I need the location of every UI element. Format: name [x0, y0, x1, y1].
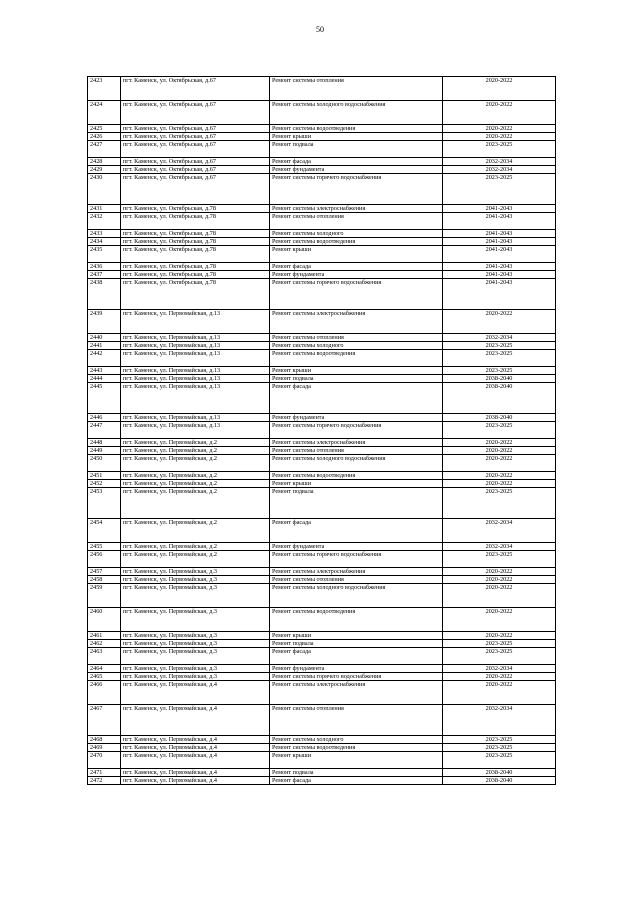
period-cell: 2032-2034 [443, 334, 556, 342]
row-number-cell: 2453 [88, 488, 121, 519]
table-row [88, 271, 556, 279]
work-type-cell: Ремонт системы горячего водоснабжения [270, 673, 443, 681]
work-type-cell: Ремонт подвала [270, 769, 443, 777]
table-row [88, 350, 556, 367]
row-number-cell: 2442 [88, 350, 121, 367]
work-type-cell: Ремонт системы водоотведения [270, 744, 443, 752]
address-cell: пгт. Каменск, ул. Первомайская, д.2 [121, 455, 270, 472]
address-cell: пгт. Каменск, ул. Октябрьская, д.78 [121, 263, 270, 271]
work-type-cell: Ремонт системы холодного водоснабжения [270, 101, 443, 125]
table-row [88, 584, 556, 608]
address-cell: пгт. Каменск, ул. Первомайская, д.2 [121, 519, 270, 543]
work-type-cell: Ремонт системы горячего водоснабжения [270, 174, 443, 205]
address-cell: пгт. Каменск, ул. Первомайская, д.13 [121, 383, 270, 414]
work-type-cell: Ремонт фундамента [270, 166, 443, 174]
work-type-cell: Ремонт системы электроснабжения [270, 439, 443, 447]
table-row [88, 752, 556, 769]
address-cell: пгт. Каменск, ул. Первомайская, д.4 [121, 777, 270, 785]
address-cell: пгт. Каменск, ул. Первомайская, д.13 [121, 342, 270, 350]
work-type-cell: Ремонт системы отопления [270, 213, 443, 230]
table-row [88, 447, 556, 455]
address-cell: пгт. Каменск, ул. Первомайская, д.13 [121, 334, 270, 342]
work-type-cell: Ремонт системы отопления [270, 77, 443, 101]
period-cell: 2020-2022 [443, 310, 556, 334]
row-number-cell: 2440 [88, 334, 121, 342]
work-type-cell: Ремонт фасада [270, 263, 443, 271]
row-number-cell: 2449 [88, 447, 121, 455]
row-number-cell: 2423 [88, 77, 121, 101]
period-cell: 2020-2022 [443, 480, 556, 488]
address-cell: пгт. Каменск, ул. Первомайская, д.2 [121, 480, 270, 488]
table-row [88, 519, 556, 543]
address-cell: пгт. Каменск, ул. Октябрьская, д.67 [121, 125, 270, 133]
table-row [88, 342, 556, 350]
period-cell: 2020-2022 [443, 472, 556, 480]
table-row [88, 665, 556, 673]
address-cell: пгт. Каменск, ул. Первомайская, д.3 [121, 648, 270, 665]
period-cell: 2041-2043 [443, 230, 556, 238]
period-cell: 2023-2025 [443, 367, 556, 375]
period-cell: 2020-2022 [443, 568, 556, 576]
address-cell: пгт. Каменск, ул. Октябрьская, д.78 [121, 279, 270, 310]
work-type-cell: Ремонт системы холодного [270, 736, 443, 744]
row-number-cell: 2450 [88, 455, 121, 472]
table-row [88, 681, 556, 705]
row-number-cell: 2438 [88, 279, 121, 310]
row-number-cell: 2457 [88, 568, 121, 576]
address-cell: пгт. Каменск, ул. Октябрьская, д.78 [121, 230, 270, 238]
address-cell: пгт. Каменск, ул. Первомайская, д.4 [121, 752, 270, 769]
address-cell: пгт. Каменск, ул. Первомайская, д.3 [121, 576, 270, 584]
row-number-cell: 2448 [88, 439, 121, 447]
period-cell: 2020-2022 [443, 673, 556, 681]
work-type-cell: Ремонт системы водоотведения [270, 125, 443, 133]
period-cell: 2020-2022 [443, 77, 556, 101]
row-number-cell: 2445 [88, 383, 121, 414]
address-cell: пгт. Каменск, ул. Первомайская, д.2 [121, 439, 270, 447]
address-cell: пгт. Каменск, ул. Первомайская, д.13 [121, 414, 270, 422]
row-number-cell: 2424 [88, 101, 121, 125]
repair-schedule-table [87, 76, 556, 785]
table-row [88, 263, 556, 271]
row-number-cell: 2444 [88, 375, 121, 383]
row-number-cell: 2427 [88, 141, 121, 158]
address-cell: пгт. Каменск, ул. Первомайская, д.13 [121, 367, 270, 375]
address-cell: пгт. Каменск, ул. Первомайская, д.2 [121, 543, 270, 551]
row-number-cell: 2469 [88, 744, 121, 752]
table-row [88, 673, 556, 681]
work-type-cell: Ремонт системы водоотведения [270, 472, 443, 480]
table-row [88, 488, 556, 519]
address-cell: пгт. Каменск, ул. Первомайская, д.3 [121, 673, 270, 681]
row-number-cell: 2459 [88, 584, 121, 608]
table-row [88, 101, 556, 125]
period-cell: 2032-2034 [443, 543, 556, 551]
row-number-cell: 2461 [88, 632, 121, 640]
row-number-cell: 2451 [88, 472, 121, 480]
row-number-cell: 2433 [88, 230, 121, 238]
row-number-cell: 2434 [88, 238, 121, 246]
table-row [88, 375, 556, 383]
work-type-cell: Ремонт системы электроснабжения [270, 568, 443, 576]
period-cell: 2020-2022 [443, 584, 556, 608]
row-number-cell: 2431 [88, 205, 121, 213]
period-cell: 2038-2040 [443, 375, 556, 383]
period-cell: 2041-2043 [443, 213, 556, 230]
table-row [88, 383, 556, 414]
address-cell: пгт. Каменск, ул. Первомайская, д.2 [121, 472, 270, 480]
address-cell: пгт. Каменск, ул. Первомайская, д.13 [121, 375, 270, 383]
table-row [88, 705, 556, 736]
period-cell: 2020-2022 [443, 576, 556, 584]
address-cell: пгт. Каменск, ул. Первомайская, д.3 [121, 665, 270, 673]
row-number-cell: 2472 [88, 777, 121, 785]
address-cell: пгт. Каменск, ул. Октябрьская, д.67 [121, 174, 270, 205]
period-cell: 2032-2034 [443, 158, 556, 166]
row-number-cell: 2468 [88, 736, 121, 744]
row-number-cell: 2441 [88, 342, 121, 350]
period-cell: 2020-2022 [443, 632, 556, 640]
row-number-cell: 2430 [88, 174, 121, 205]
period-cell: 2023-2025 [443, 551, 556, 568]
row-number-cell: 2425 [88, 125, 121, 133]
row-number-cell: 2426 [88, 133, 121, 141]
work-type-cell: Ремонт системы горячего водоснабжения [270, 279, 443, 310]
table-row [88, 141, 556, 158]
period-cell: 2023-2025 [443, 736, 556, 744]
table-row [88, 230, 556, 238]
row-number-cell: 2443 [88, 367, 121, 375]
period-cell: 2041-2043 [443, 238, 556, 246]
row-number-cell: 2437 [88, 271, 121, 279]
table-row [88, 133, 556, 141]
address-cell: пгт. Каменск, ул. Первомайская, д.4 [121, 705, 270, 736]
table-row [88, 472, 556, 480]
period-cell: 2041-2043 [443, 205, 556, 213]
work-type-cell: Ремонт системы холодного [270, 342, 443, 350]
table-row [88, 166, 556, 174]
work-type-cell: Ремонт системы горячего водоснабжения [270, 422, 443, 439]
address-cell: пгт. Каменск, ул. Первомайская, д.13 [121, 350, 270, 367]
row-number-cell: 2456 [88, 551, 121, 568]
period-cell: 2020-2022 [443, 455, 556, 472]
period-cell: 2020-2022 [443, 439, 556, 447]
period-cell: 2041-2043 [443, 263, 556, 271]
row-number-cell: 2460 [88, 608, 121, 632]
row-number-cell: 2467 [88, 705, 121, 736]
period-cell: 2023-2025 [443, 350, 556, 367]
work-type-cell: Ремонт крыши [270, 480, 443, 488]
period-cell: 2020-2022 [443, 133, 556, 141]
work-type-cell: Ремонт фасада [270, 777, 443, 785]
work-type-cell: Ремонт крыши [270, 752, 443, 769]
address-cell: пгт. Каменск, ул. Октябрьская, д.67 [121, 101, 270, 125]
row-number-cell: 2435 [88, 246, 121, 263]
period-cell: 2023-2025 [443, 422, 556, 439]
address-cell: пгт. Каменск, ул. Первомайская, д.3 [121, 584, 270, 608]
address-cell: пгт. Каменск, ул. Первомайская, д.4 [121, 736, 270, 744]
row-number-cell: 2465 [88, 673, 121, 681]
row-number-cell: 2452 [88, 480, 121, 488]
period-cell: 2023-2025 [443, 488, 556, 519]
row-number-cell: 2463 [88, 648, 121, 665]
work-type-cell: Ремонт крыши [270, 632, 443, 640]
table-row [88, 455, 556, 472]
table-row [88, 632, 556, 640]
address-cell: пгт. Каменск, ул. Первомайская, д.2 [121, 488, 270, 519]
address-cell: пгт. Каменск, ул. Октябрьская, д.67 [121, 77, 270, 101]
work-type-cell: Ремонт системы отопления [270, 447, 443, 455]
row-number-cell: 2432 [88, 213, 121, 230]
work-type-cell: Ремонт крыши [270, 246, 443, 263]
work-type-cell: Ремонт системы холодного водоснабжения [270, 584, 443, 608]
row-number-cell: 2462 [88, 640, 121, 648]
row-number-cell: 2455 [88, 543, 121, 551]
work-type-cell: Ремонт фасада [270, 519, 443, 543]
row-number-cell: 2458 [88, 576, 121, 584]
period-cell: 2023-2025 [443, 141, 556, 158]
table-row [88, 422, 556, 439]
table-row [88, 246, 556, 263]
period-cell: 2023-2025 [443, 648, 556, 665]
work-type-cell: Ремонт системы отопления [270, 705, 443, 736]
table-row [88, 205, 556, 213]
address-cell: пгт. Каменск, ул. Первомайская, д.2 [121, 551, 270, 568]
row-number-cell: 2439 [88, 310, 121, 334]
period-cell: 2038-2040 [443, 769, 556, 777]
table-row [88, 213, 556, 230]
work-type-cell: Ремонт системы водоотведения [270, 350, 443, 367]
period-cell: 2020-2022 [443, 608, 556, 632]
table-row [88, 640, 556, 648]
table-row [88, 777, 556, 785]
work-type-cell: Ремонт системы горячего водоснабжения [270, 551, 443, 568]
address-cell: пгт. Каменск, ул. Первомайская, д.13 [121, 310, 270, 334]
table-row [88, 769, 556, 777]
period-cell: 2041-2043 [443, 279, 556, 310]
period-cell: 2038-2040 [443, 383, 556, 414]
period-cell: 2041-2043 [443, 271, 556, 279]
address-cell: пгт. Каменск, ул. Октябрьская, д.78 [121, 238, 270, 246]
address-cell: пгт. Каменск, ул. Первомайская, д.4 [121, 681, 270, 705]
work-type-cell: Ремонт фундамента [270, 665, 443, 673]
page-number: 50 [316, 25, 324, 34]
work-type-cell: Ремонт крыши [270, 133, 443, 141]
row-number-cell: 2428 [88, 158, 121, 166]
work-type-cell: Ремонт системы водоотведения [270, 238, 443, 246]
period-cell: 2032-2034 [443, 665, 556, 673]
row-number-cell: 2454 [88, 519, 121, 543]
row-number-cell: 2436 [88, 263, 121, 271]
address-cell: пгт. Каменск, ул. Первомайская, д.2 [121, 447, 270, 455]
work-type-cell: Ремонт крыши [270, 367, 443, 375]
period-cell: 2023-2025 [443, 640, 556, 648]
table-row [88, 576, 556, 584]
work-type-cell: Ремонт системы холодного водоснабжения [270, 455, 443, 472]
address-cell: пгт. Каменск, ул. Октябрьская, д.78 [121, 205, 270, 213]
table-row [88, 551, 556, 568]
work-type-cell: Ремонт фундамента [270, 271, 443, 279]
period-cell: 2023-2025 [443, 342, 556, 350]
period-cell: 2041-2043 [443, 246, 556, 263]
address-cell: пгт. Каменск, ул. Октябрьская, д.78 [121, 271, 270, 279]
table-row [88, 736, 556, 744]
address-cell: пгт. Каменск, ул. Октябрьская, д.78 [121, 213, 270, 230]
work-type-cell: Ремонт подвала [270, 488, 443, 519]
row-number-cell: 2470 [88, 752, 121, 769]
work-type-cell: Ремонт фундамента [270, 543, 443, 551]
work-type-cell: Ремонт системы электроснабжения [270, 681, 443, 705]
table-row [88, 568, 556, 576]
table-row [88, 414, 556, 422]
table-row [88, 174, 556, 205]
period-cell: 2032-2034 [443, 519, 556, 543]
table-body [88, 77, 556, 785]
table-row [88, 125, 556, 133]
period-cell: 2020-2022 [443, 447, 556, 455]
work-type-cell: Ремонт фасада [270, 383, 443, 414]
work-type-cell: Ремонт подвала [270, 141, 443, 158]
work-type-cell: Ремонт системы отопления [270, 334, 443, 342]
period-cell: 2032-2034 [443, 705, 556, 736]
work-type-cell: Ремонт системы отопления [270, 576, 443, 584]
work-type-cell: Ремонт подвала [270, 375, 443, 383]
table-row [88, 310, 556, 334]
address-cell: пгт. Каменск, ул. Октябрьская, д.67 [121, 166, 270, 174]
table-row [88, 543, 556, 551]
table-row [88, 77, 556, 101]
address-cell: пгт. Каменск, ул. Октябрьская, д.78 [121, 246, 270, 263]
period-cell: 2023-2025 [443, 752, 556, 769]
address-cell: пгт. Каменск, ул. Первомайская, д.4 [121, 744, 270, 752]
period-cell: 2020-2022 [443, 681, 556, 705]
table-row [88, 480, 556, 488]
address-cell: пгт. Каменск, ул. Первомайская, д.4 [121, 769, 270, 777]
table-row [88, 238, 556, 246]
address-cell: пгт. Каменск, ул. Первомайская, д.13 [121, 422, 270, 439]
row-number-cell: 2446 [88, 414, 121, 422]
table-row [88, 744, 556, 752]
table-row [88, 279, 556, 310]
address-cell: пгт. Каменск, ул. Октябрьская, д.67 [121, 133, 270, 141]
period-cell: 2032-2034 [443, 166, 556, 174]
table-row [88, 439, 556, 447]
work-type-cell: Ремонт системы электроснабжения [270, 310, 443, 334]
address-cell: пгт. Каменск, ул. Первомайская, д.3 [121, 632, 270, 640]
work-type-cell: Ремонт фасада [270, 158, 443, 166]
work-type-cell: Ремонт подвала [270, 640, 443, 648]
work-type-cell: Ремонт фасада [270, 648, 443, 665]
address-cell: пгт. Каменск, ул. Октябрьская, д.67 [121, 158, 270, 166]
table-row [88, 158, 556, 166]
row-number-cell: 2464 [88, 665, 121, 673]
row-number-cell: 2471 [88, 769, 121, 777]
table-row [88, 334, 556, 342]
work-type-cell: Ремонт системы водоотведения [270, 608, 443, 632]
period-cell: 2023-2025 [443, 744, 556, 752]
period-cell: 2023-2025 [443, 174, 556, 205]
work-type-cell: Ремонт системы электроснабжения [270, 205, 443, 213]
period-cell: 2038-2040 [443, 414, 556, 422]
row-number-cell: 2429 [88, 166, 121, 174]
row-number-cell: 2466 [88, 681, 121, 705]
period-cell: 2020-2022 [443, 101, 556, 125]
period-cell: 2038-2040 [443, 777, 556, 785]
table-row [88, 367, 556, 375]
period-cell: 2020-2022 [443, 125, 556, 133]
work-type-cell: Ремонт фундамента [270, 414, 443, 422]
address-cell: пгт. Каменск, ул. Первомайская, д.3 [121, 568, 270, 576]
row-number-cell: 2447 [88, 422, 121, 439]
table-row [88, 608, 556, 632]
work-type-cell: Ремонт системы холодного [270, 230, 443, 238]
address-cell: пгт. Каменск, ул. Октябрьская, д.67 [121, 141, 270, 158]
address-cell: пгт. Каменск, ул. Первомайская, д.3 [121, 640, 270, 648]
address-cell: пгт. Каменск, ул. Первомайская, д.3 [121, 608, 270, 632]
table-row [88, 648, 556, 665]
